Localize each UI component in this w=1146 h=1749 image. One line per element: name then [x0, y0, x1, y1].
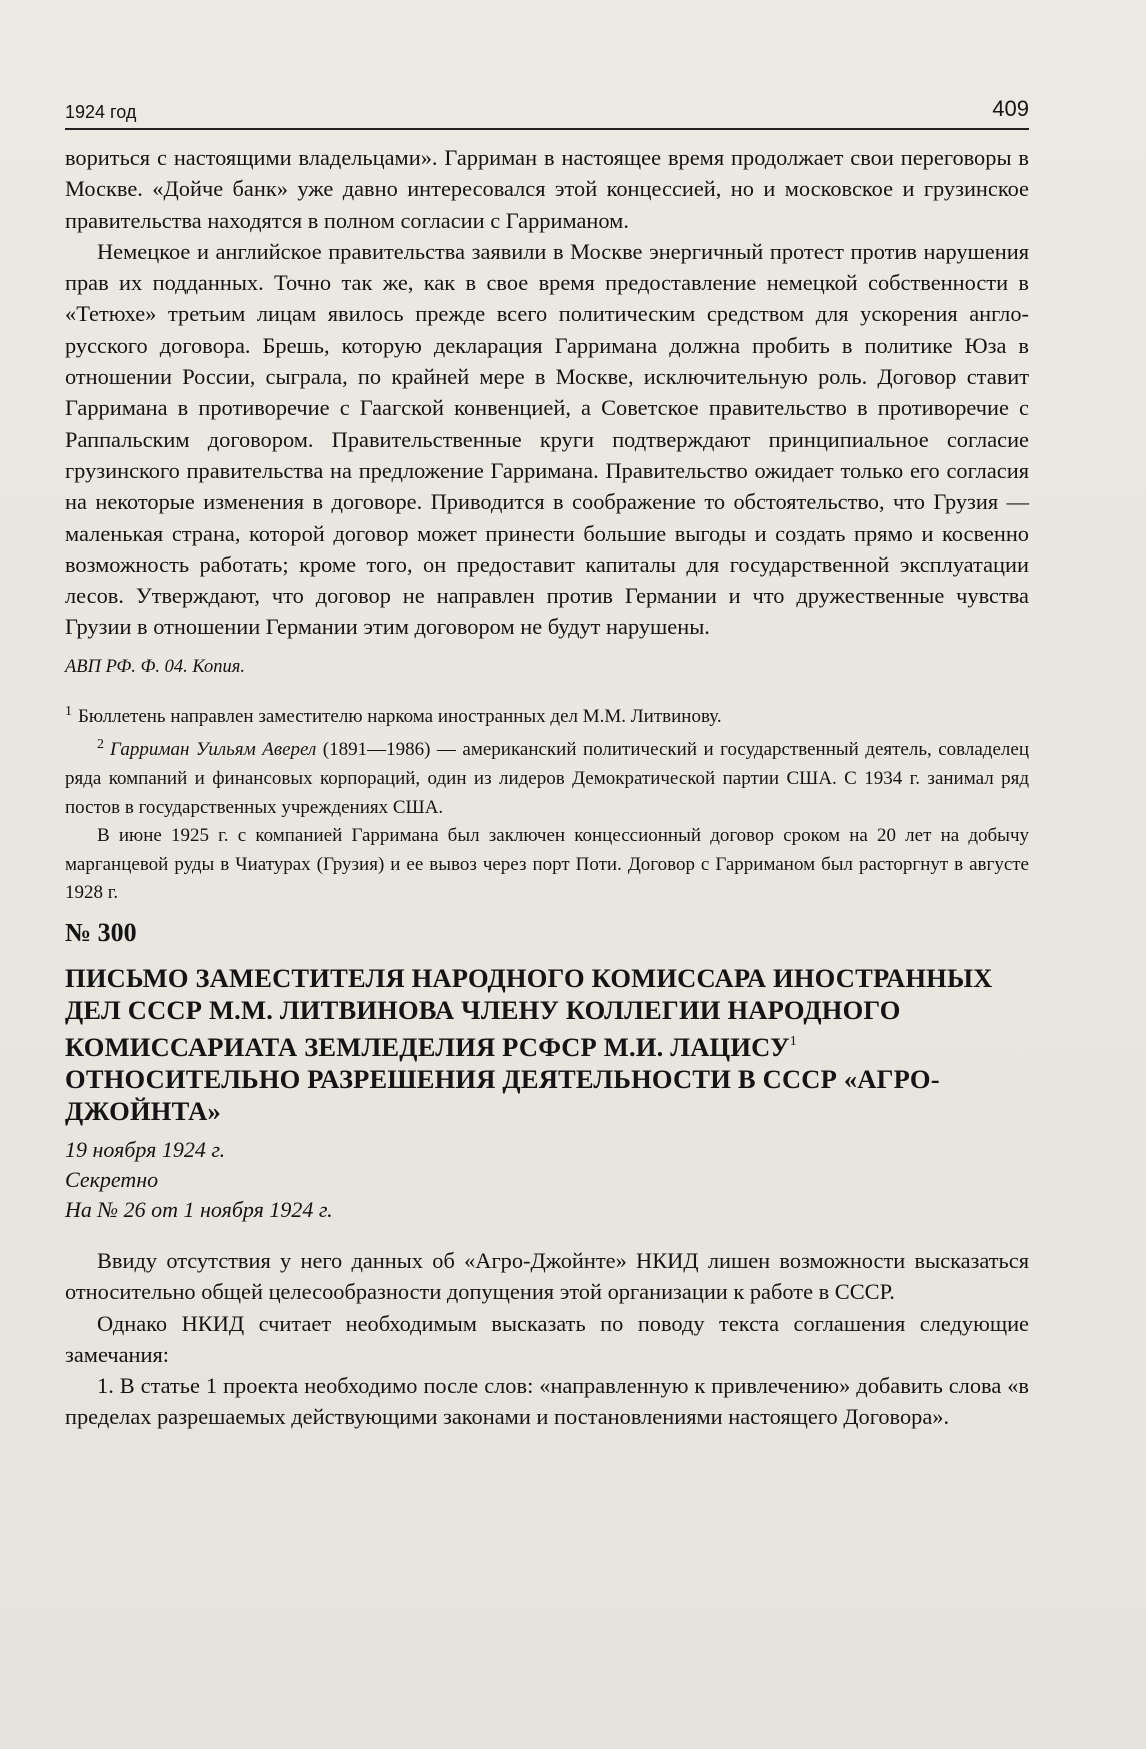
page-content — [65, 142, 1029, 1433]
document-title-part2: ОТНОСИТЕЛЬНО РАЗРЕШЕНИЯ ДЕЯТЕЛЬНОСТИ В СССР «АГРО-ДЖОЙНТА» — [65, 1063, 940, 1126]
document-title-footnote-mark: 1 — [789, 1033, 797, 1049]
footnote-1-text: Бюллетень направлен заместителю наркома иностранных дел М.М. Литвинову. — [78, 705, 722, 727]
footnote-1-number: 1 — [65, 703, 72, 719]
document-paragraph: Однако НКИД считает необходимым высказать по поводу текста соглашения следующие замечания: — [65, 1310, 1029, 1367]
document-paragraph: 1. В статье 1 проекта необходимо после слов: «направленную к привлечению» добавить слова «в пределах разрешаемых действующими законами и постановлениями настоящего Договора». — [65, 1373, 1029, 1430]
header-year: 1924 год — [65, 102, 137, 122]
running-header — [65, 96, 1029, 130]
page-number: 409 — [992, 96, 1029, 121]
document-number: № 300 — [65, 917, 137, 947]
document-secrecy: Секретно — [65, 1166, 159, 1192]
footnote-2 — [65, 731, 1029, 822]
document-date: 19 ноября 1924 г. — [65, 1136, 226, 1162]
footnote-2-text: (1891—1986) — американский политический и государственный деятель, совладелец ряда компаний и финансовых корпораций, один из лидеров Демократической партии США. С 1934 г. занимал ряд постов в государственных учреждениях США. — [65, 739, 1029, 818]
footnote-2-name: Гарриман Уильям Аверел — [110, 739, 317, 761]
footnote-2-continued: В июне 1925 г. с компанией Гарримана был заключен концессионный договор сроком на 20 лет на добычу марганцевой руды в Чиатурах (Грузия) и ее вывоз через порт Поти. Договор с Гарриманом был расторгнут в августе 1928 г. — [65, 825, 1029, 904]
document-meta — [65, 1135, 1029, 1225]
document-paragraph: Ввиду отсутствия у него данных об «Агро-Джойнте» НКИД лишен возможности высказаться относительно общей целесообразности допущения этой организации к работе в СССР. — [65, 1247, 1029, 1305]
footnote-2-number: 2 — [97, 737, 104, 753]
document-title — [65, 962, 1029, 1127]
paragraph-continued: вориться с настоящими владельцами». Гарриман в настоящее время продолжает свои переговоры в Москве. «Дойче банк» уже давно интересовался этой концессией, но и московское и грузинское правительства находятся в полном согласии с Гарриманом. — [65, 145, 1029, 233]
footnote-1 — [65, 698, 1029, 732]
document-reference: На № 26 от 1 ноября 1924 г. — [65, 1196, 333, 1222]
paragraph-protest: Немецкое и английское правительства заявили в Москве энергичный протест против нарушения прав их подданных. Точно так же, как в свое время предоставление немецкой собственности в «Тетюхе» третьим лицам явилось прежде всего политическим средством для ускорения англо-русского договора. Брешь, которую декларация Гарримана должна пробить в политике Юза в отношении России, сыграла, по крайней мере в Москве, исключительную роль. Договор ставит Гарримана в противоречие с Гаагской конвенцией, а Советское правительство в противоречие с Раппальским договором. Правительственные круги подтверждают принципиальное согласие грузинского правительства на предложение Гарримана. Правительство ожидает только его согласия на некоторые изменения в договоре. Приводится в соображение то обстоятельство, что Грузия — маленькая страна, которой договор может принести большие выгоды и создать прямо и косвенно возможность работать; кроме того, он предоставит капиталы для государственной эксплуатации лесов. Утверждают, что договор не направлен против Германии и что дружественные чувства Грузии в отношении Германии этим договором не будут нарушены. — [65, 238, 1029, 640]
document-title-part1: ПИСЬМО ЗАМЕСТИТЕЛЯ НАРОДНОГО КОМИССАРА ИНОСТРАННЫХ ДЕЛ СССР М.М. ЛИТВИНОВА ЧЛЕНУ КОЛЛЕГИИ НАРОДНОГО КОМИССАРИАТА ЗЕМЛЕДЕЛИЯ РСФСР М.И. ЛАЦИСУ — [65, 962, 993, 1062]
archive-source: АВП РФ. Ф. 04. Копия. — [65, 656, 245, 677]
